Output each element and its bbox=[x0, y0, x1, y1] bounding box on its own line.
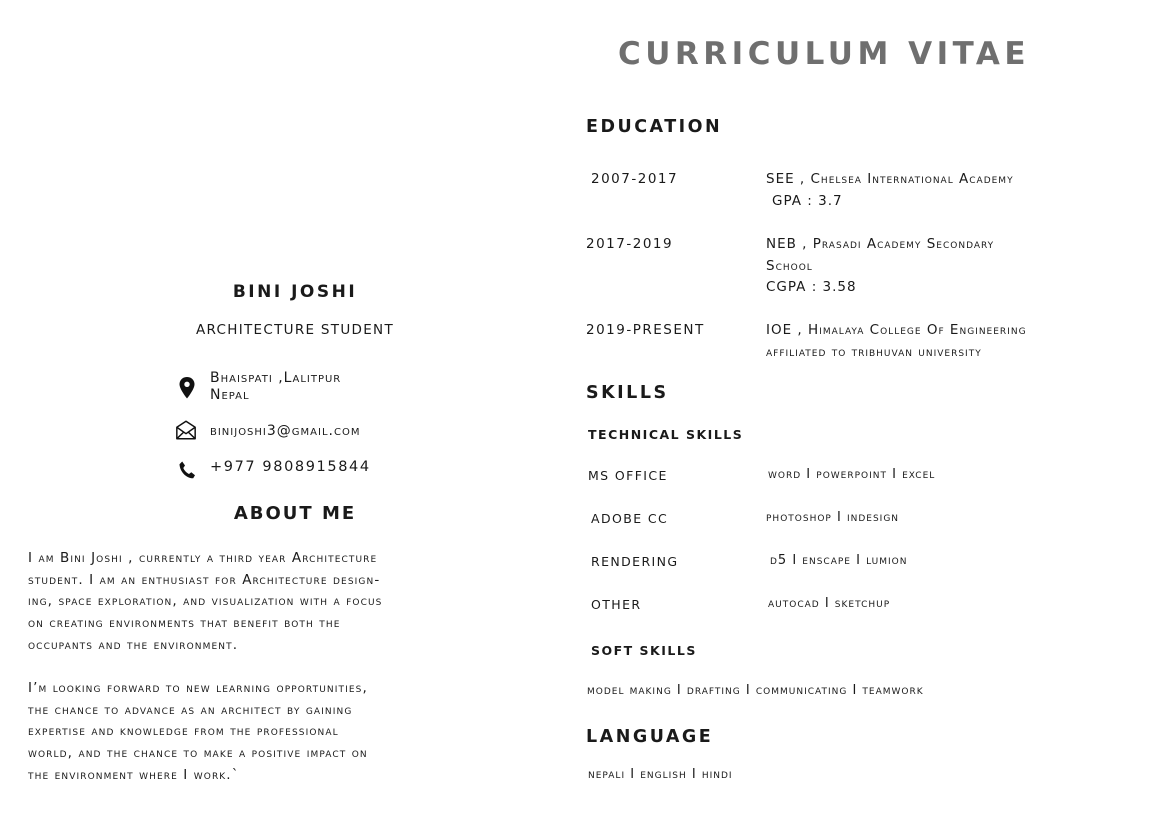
technical-skills-title: TECHNICAL SKILLS bbox=[588, 427, 744, 442]
education-details bbox=[766, 169, 1014, 212]
education-years: 2017-2019 bbox=[586, 236, 674, 252]
skill-category: RENDERING bbox=[591, 554, 679, 569]
address-line-1: Bhaispati ,Lalitpur bbox=[210, 370, 342, 386]
about-line: the environment where I work.` bbox=[28, 766, 240, 783]
skill-value: word I powerpoint I excel bbox=[768, 467, 936, 482]
about-paragraph-2 bbox=[28, 678, 568, 787]
envelope-icon bbox=[175, 418, 197, 442]
phone-text[interactable]: +977 9808915844 bbox=[210, 459, 371, 475]
about-line: world, and the chance to make a positive impact on bbox=[28, 745, 368, 762]
skill-category: ADOBE CC bbox=[591, 511, 669, 526]
skills-title: SKILLS bbox=[586, 383, 669, 403]
about-line: expertise and knowledge from the professional bbox=[28, 723, 339, 740]
about-line: occupants and the environment. bbox=[28, 636, 239, 653]
skill-category: MS OFFICE bbox=[588, 468, 668, 483]
language-list: nepali I english I hindi bbox=[588, 767, 733, 782]
skill-value: photoshop I indesign bbox=[766, 510, 900, 525]
soft-skills-title: SOFT SKILLS bbox=[591, 643, 697, 658]
location-pin-icon bbox=[176, 376, 198, 400]
education-line: GPA : 3.7 bbox=[772, 192, 843, 209]
about-title: ABOUT ME bbox=[233, 503, 357, 524]
education-years: 2007-2017 bbox=[591, 171, 679, 187]
about-line: I am Bini Joshi , currently a third year Architecture bbox=[28, 550, 378, 566]
email-text[interactable]: binijoshi3@gmail.com bbox=[210, 423, 361, 439]
about-line: on creating environments that benefit both the bbox=[28, 615, 341, 632]
education-details bbox=[766, 234, 994, 299]
about-paragraph-1 bbox=[28, 548, 568, 657]
profile-name: BINI JOSHI bbox=[232, 282, 358, 302]
education-line: CGPA : 3.58 bbox=[766, 279, 857, 295]
education-line: School bbox=[766, 257, 813, 274]
about-line: I’m looking forward to new learning opportunities, bbox=[28, 680, 368, 696]
education-years: 2019-PRESENT bbox=[586, 322, 705, 338]
about-line: the chance to advance as an architect by gaining bbox=[28, 701, 353, 718]
cv-title: CURRICULUM VITAE bbox=[618, 36, 1031, 72]
skill-value: d5 I enscape I lumion bbox=[770, 553, 908, 568]
education-line: SEE , Chelsea International Academy bbox=[766, 171, 1014, 187]
education-line: affiliated to tribhuvan university bbox=[766, 343, 982, 360]
skill-category: OTHER bbox=[591, 597, 642, 612]
about-line: student. I am an enthusiast for Architecture design- bbox=[28, 571, 381, 588]
profile-role: ARCHITECTURE STUDENT bbox=[196, 322, 394, 338]
education-details bbox=[766, 320, 1027, 363]
education-line: IOE , Himalaya College Of Engineering bbox=[766, 322, 1027, 338]
education-line: NEB , Prasadi Academy Secondary bbox=[766, 236, 995, 252]
education-title: EDUCATION bbox=[586, 117, 723, 137]
address-line-2: Nepal bbox=[210, 387, 250, 403]
about-line: ing, space exploration, and visualization with a focus bbox=[28, 593, 383, 610]
phone-icon bbox=[176, 458, 198, 482]
skill-value: autocad I sketchup bbox=[768, 596, 891, 611]
language-title: LANGUAGE bbox=[586, 727, 714, 747]
soft-skills-list: model making I drafting I communicating I teamwork bbox=[587, 683, 924, 698]
